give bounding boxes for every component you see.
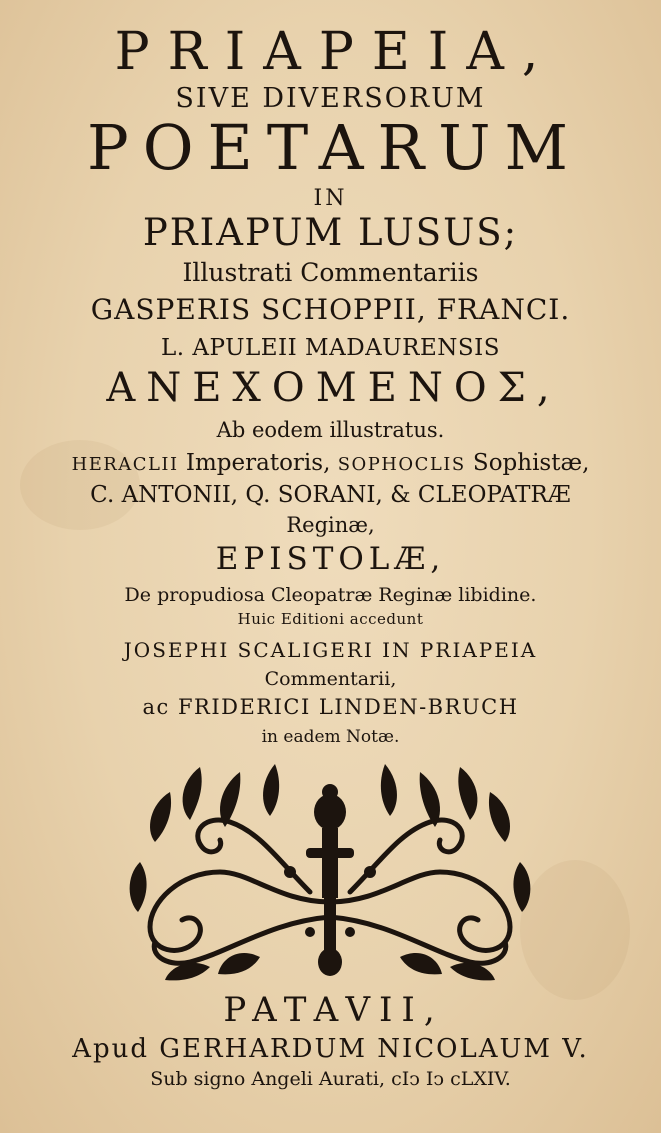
lindenbruch-line: ac FRIDERICI LINDEN-BRUCH	[142, 695, 519, 719]
publisher-line: Apud GERHARDUM NICOLAUM V.	[72, 1034, 589, 1064]
greek-title: ΑΝΕΧΟΜΕΝΟΣ,	[106, 365, 561, 411]
floral-scroll-ornament-icon	[110, 752, 550, 982]
illustratus-line: Ab eodem illustratus.	[216, 418, 445, 442]
title-line-4: IN	[313, 186, 348, 211]
authors-antonius-line: C. ANTONII, Q. SORANI, & CLEOPATRÆ	[90, 482, 571, 508]
title-line-2: SIVE DIVERSORUM	[175, 83, 486, 114]
author-apuleius: L. APULEII MADAURENSIS	[161, 335, 500, 361]
reginae-line: Reginæ,	[286, 513, 375, 537]
commentarii-line: Commentarii,	[264, 668, 397, 690]
epistolae-heading: EPISTOLÆ,	[215, 541, 446, 577]
title-line-5: PRIAPUM LUSUS;	[142, 211, 519, 254]
heraclius-line	[0, 452, 661, 475]
notae-line: in eadem Notæ.	[261, 727, 400, 747]
imprint-line: Sub signo Angeli Aurati, cIↄ Iↄ cLXIV.	[150, 1068, 511, 1090]
scaliger-line: JOSEPHI SCALIGERI IN PRIAPEIA	[123, 638, 538, 662]
sophocles-title: Sophistæ,	[465, 450, 590, 476]
cleopatra-line: De propudiosa Cleopatræ Reginæ libidine.	[124, 584, 537, 606]
heraclius-name: HERACLII	[71, 454, 179, 475]
heraclius-title: Imperatoris,	[185, 450, 338, 476]
subtitle-illustrati: Illustrati Commentariis	[182, 258, 479, 287]
author-schoppius: GASPERIS SCHOPPII, FRANCI.	[90, 293, 571, 326]
title-line-3: POETARUM	[87, 111, 582, 184]
place-of-publication: PATAVII,	[223, 990, 444, 1030]
edition-note: Huic Editioni accedunt	[237, 610, 424, 628]
title-line-1: PRIAPEIA,	[114, 22, 557, 82]
sophocles-name: SOPHOCLIS	[337, 454, 466, 475]
